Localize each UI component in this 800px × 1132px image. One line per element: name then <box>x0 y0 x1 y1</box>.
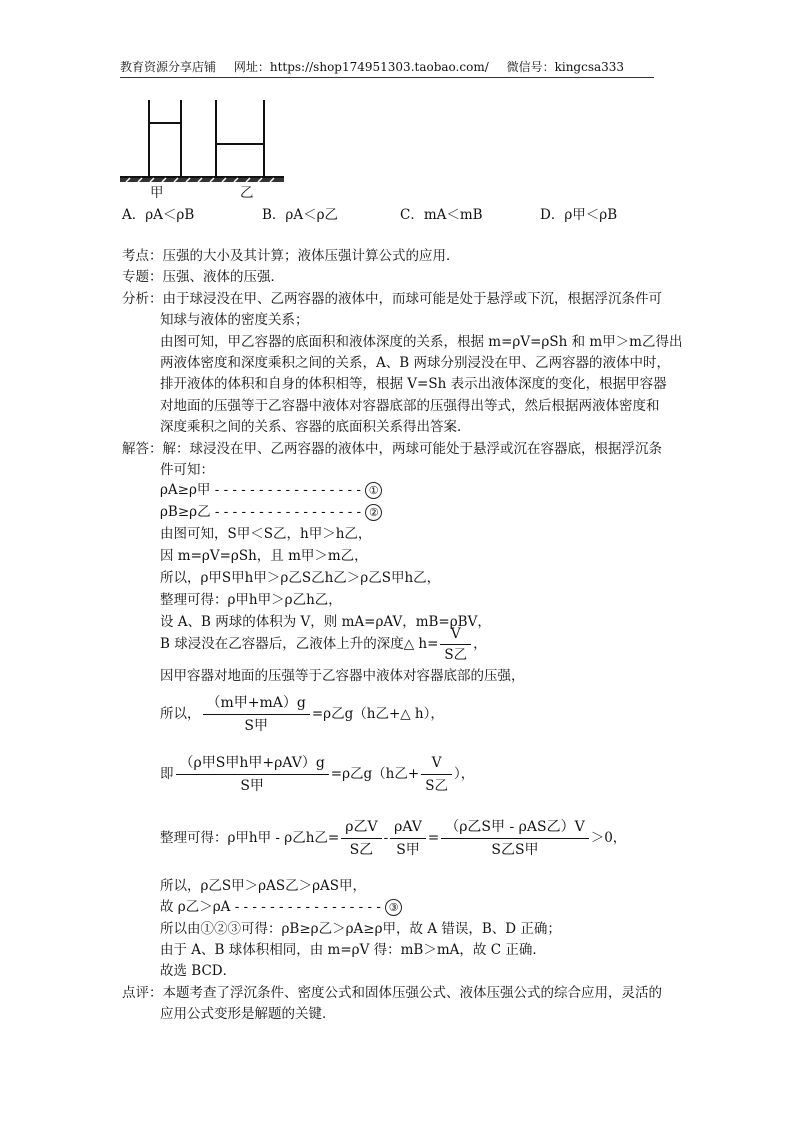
circle-number-2: ② <box>365 504 382 521</box>
fenxi-line: 知球与液体的密度关系； <box>160 312 309 328</box>
option-d: D．ρ甲＜ρB <box>540 207 618 223</box>
fraction: $\frac{\text{（ρ乙S甲 - ρAS乙）V}}{\text{S乙S甲}}$ <box>441 816 589 861</box>
formula-3: 整理可得：ρ甲h甲 - ρ乙h乙= $\frac{\text{ρ乙V}}{\text{S乙}}$ - $\frac{\text{ρAV}}{\text{S甲}}$ = $\frac{\text{（ρ乙S甲 - ρAS乙）V}}{\text{S乙S甲}}$ ＞0， <box>160 816 626 861</box>
step-line: 设 A、B 两球的体积为 V，则 mA=ρAV，mB=ρBV， <box>160 614 491 630</box>
figure-label-yi: 乙 <box>240 185 254 201</box>
formula-1: 所以， $\frac{\text{（m甲+mA）g}}{\text{S甲}}$ =ρ乙g（h乙+△ h）， <box>160 692 444 737</box>
page-header <box>120 58 654 78</box>
equation-2: ρB≥ρ乙 - - - - - - - - - - - - - - - - - ② <box>160 503 382 521</box>
fenxi-line: 分析：由于球浸没在甲、乙两容器的液体中，而球可能是处于悬浮或下沉，根据浮沉条件可 <box>122 291 662 307</box>
fenxi-line: 对地面的压强等于乙容器中液体对容器底部的压强得出等式，然后根据两液体密度和 <box>160 398 660 414</box>
step-line: 因甲容器对地面的压强等于乙容器中液体对容器底部的压强， <box>160 668 525 684</box>
fraction: $\frac{\text{ρAV}}{\text{S甲}}$ <box>390 816 426 861</box>
dianping-line: 点评：本题考查了浮沉条件、密度公式和固体压强公式、液体压强公式的综合应用，灵活的 <box>122 985 662 1001</box>
jieda-line: 解答：解：球浸没在甲、乙两容器的液体中，两球可能处于悬浮或沉在容器底，根据浮沉条 <box>122 441 662 457</box>
fraction: $\frac{\text{ρ乙V}}{\text{S乙}}$ <box>341 816 381 861</box>
wechat-id: 微信号：kingcsa333 <box>506 60 625 74</box>
kaodian: 考点：压强的大小及其计算；液体压强计算公式的应用． <box>122 248 460 264</box>
step-line: 所以由①②③可得：ρB≥ρ乙＞ρA≥ρ甲，故 A 错误，B、D 正确； <box>160 921 561 937</box>
step-line: 所以，ρ乙S甲＞ρAS乙＞ρAS甲， <box>160 878 367 894</box>
step-line: 因 m=ρV=ρSh，且 m甲＞m乙， <box>160 548 368 564</box>
dianping-line: 应用公式变形是解题的关键． <box>160 1006 336 1022</box>
option-a: A．ρA＜ρB <box>122 207 195 223</box>
answer-line: 故选 BCD． <box>160 963 237 979</box>
figure-label-jia: 甲 <box>150 185 164 201</box>
step-line: 整理可得：ρ甲h甲＞ρ乙h乙， <box>160 592 342 608</box>
jieda-line: 件可知： <box>160 462 214 478</box>
equation-1: ρA≥ρ甲 - - - - - - - - - - - - - - - - - ① <box>160 481 382 499</box>
circle-number-1: ① <box>365 482 382 499</box>
equation-3: 故 ρ乙＞ρA - - - - - - - - - - - - - - - - - ③ <box>160 898 402 916</box>
zhuanti: 专题：压强、液体的压强． <box>122 269 284 285</box>
circle-number-3: ③ <box>385 899 402 916</box>
fenxi-line: 深度乘积之间的关系、容器的底面积关系得出答案． <box>160 419 471 435</box>
container-figure <box>118 98 288 202</box>
fraction: $\frac{\text{（m甲+mA）g}}{\text{S甲}}$ <box>203 692 310 737</box>
option-c: C．mA＜mB <box>400 207 483 223</box>
fenxi-line: 两液体密度和深度乘积之间的关系，A、B 两球分别浸没在甲、乙两容器的液体中时， <box>160 355 670 371</box>
shop-name: 教育资源分享店铺 <box>120 60 217 74</box>
fraction: $\frac{\text{（ρ甲S甲h甲+ρAV）g}}{\text{S甲}}$ <box>176 752 329 797</box>
fraction: $\frac{V}{\text{S乙}}$ <box>421 752 452 797</box>
depth-rise-line: B 球浸没在乙容器后，乙液体上升的深度△ h= $\frac{V}{\text{S乙}}$ ， <box>160 626 487 663</box>
fenxi-line: 排开液体的体积和自身的体积相等，根据 V=Sh 表示出液体深度的变化，根据甲容器 <box>160 376 667 392</box>
option-b: B．ρA＜ρ乙 <box>262 207 339 223</box>
step-line: 由于 A、B 球体积相同，由 m=ρV 得：mB＞mA，故 C 正确． <box>160 942 546 958</box>
step-line: 由图可知，S甲＜S乙，h甲＞h乙， <box>160 526 372 542</box>
formula-2: 即 $\frac{\text{（ρ甲S甲h甲+ρAV）g}}{\text{S甲}}$ =ρ乙g（h乙+ $\frac{V}{\text{S乙}}$ ）， <box>160 752 474 797</box>
step-line: 所以，ρ甲S甲h甲＞ρ乙S乙h乙＞ρ乙S甲h乙， <box>160 570 441 586</box>
fenxi-line: 由图可知，甲乙容器的底面积和液体深度的关系，根据 m=ρV=ρSh 和 m甲＞m乙得出 <box>160 334 683 350</box>
shop-url: 网址：https://shop174951303.taobao.com/ <box>233 60 489 74</box>
fraction: $\frac{V}{\text{S乙}}$ <box>440 624 471 665</box>
